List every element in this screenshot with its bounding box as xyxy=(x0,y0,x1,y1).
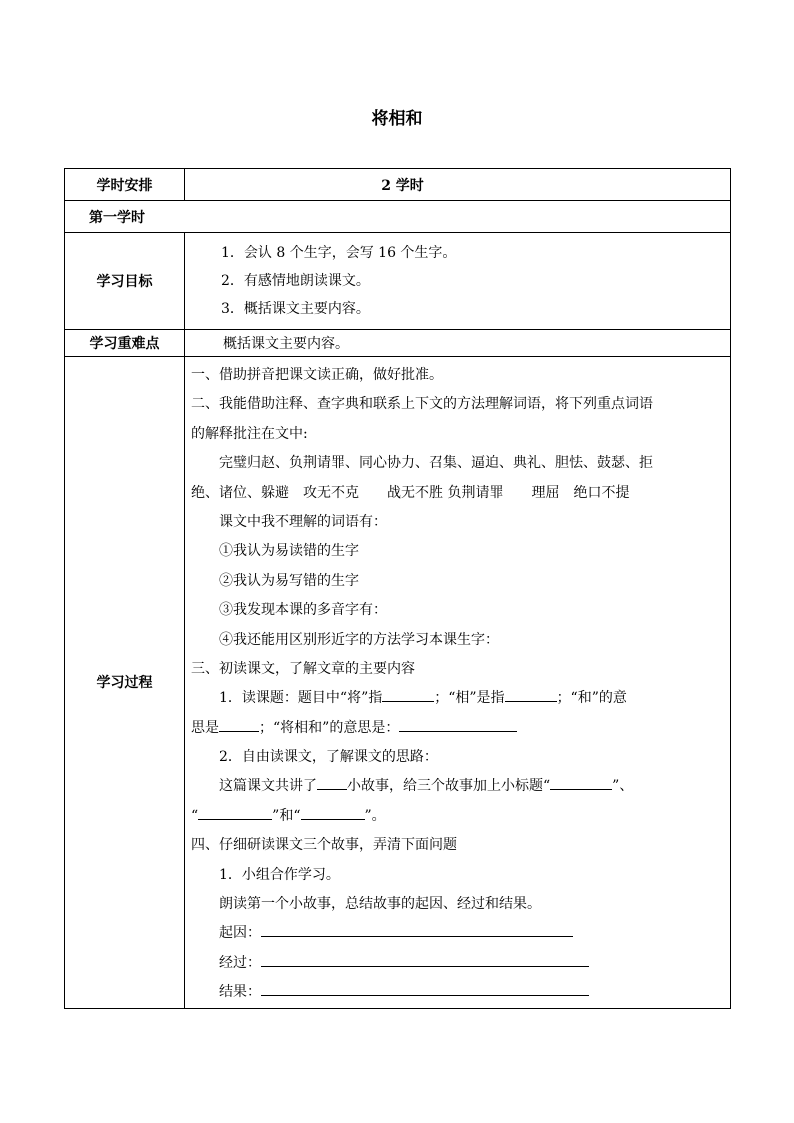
schedule-value: 2 学时 xyxy=(185,169,731,201)
words-line-2: 绝、诸位、躲避 攻无不克 战无不胜 负荆请罪 理屈 绝口不提 xyxy=(191,484,630,501)
free-read: 2．自由读课文，了解课文的思路： xyxy=(219,749,438,766)
answer-blank[interactable] xyxy=(198,803,272,820)
goal-item: 2．有感情地朗读课文。 xyxy=(221,273,370,289)
not-understood-prompt: 课文中我不理解的词语有： xyxy=(219,513,387,530)
read-title-line-1: 1．读课题：题目中“将”指 ；“相”是指 ；“和”的意 xyxy=(191,684,724,713)
step-3: 三、初读课文，了解文章的主要内容 xyxy=(191,660,415,677)
answer-blank[interactable] xyxy=(219,715,259,732)
process-content xyxy=(185,357,731,1009)
group-study: 1．小组合作学习。 xyxy=(219,866,340,883)
step-1: 一、借助拼音把课文读正确，做好批准。 xyxy=(191,367,443,383)
answer-blank[interactable] xyxy=(301,803,365,820)
lesson-plan-table xyxy=(64,168,731,1009)
section-label: 第一学时 xyxy=(65,201,731,233)
stories-line-1: 这篇课文共讲了 小故事，给三个故事加上小标题“ ”、 xyxy=(191,772,724,801)
process-label: 学习过程 xyxy=(65,357,185,1009)
cause-blank[interactable] xyxy=(261,920,573,937)
schedule-row xyxy=(65,169,731,201)
stories-line-2: “ ”和“ ”。 xyxy=(191,802,724,831)
result-blank[interactable] xyxy=(261,979,589,996)
step-2-line-1: 二、我能借助注释、查字典和联系上下文的方法理解词语，将下列重点词语 xyxy=(191,396,653,413)
answer-blank[interactable] xyxy=(505,685,557,702)
course-blank[interactable] xyxy=(261,950,589,967)
goal-item: 1．会认 8 个生字，会写 16 个生字。 xyxy=(221,245,457,261)
cause-line: 起因： xyxy=(191,919,724,948)
result-line: 结果： xyxy=(191,978,724,1007)
process-row xyxy=(65,357,731,1009)
goal-item: 3．概括课文主要内容。 xyxy=(221,301,370,317)
key-points-value: 概括课文主要内容。 xyxy=(185,330,731,357)
answer-blank[interactable] xyxy=(399,715,517,732)
answer-blank[interactable] xyxy=(550,773,612,790)
answer-blank[interactable] xyxy=(317,773,347,790)
key-points-row xyxy=(65,330,731,357)
key-points-label: 学习重难点 xyxy=(65,330,185,357)
course-line: 经过： xyxy=(191,949,724,978)
story-1-task: 朗读第一个小故事，总结故事的起因、经过和结果。 xyxy=(219,896,541,913)
question-3: ③我发现本课的多音字有： xyxy=(219,602,387,619)
read-title-line-2: 思是 ；“将相和”的意思是： xyxy=(191,714,724,743)
words-line-1: 完璧归赵、负荆请罪、同心协力、召集、逼迫、典礼、胆怯、鼓瑟、拒 xyxy=(219,455,653,472)
goals-label: 学习目标 xyxy=(65,233,185,330)
question-2: ②我认为易写错的生字 xyxy=(219,572,359,589)
question-4: ④我还能用区别形近字的方法学习本课生字： xyxy=(219,631,499,648)
goals-content xyxy=(185,233,731,330)
answer-blank[interactable] xyxy=(382,685,434,702)
step-2-line-2: 的解释批注在文中: xyxy=(191,425,308,442)
step-4: 四、仔细研读课文三个故事，弄清下面问题 xyxy=(191,837,457,854)
section-row xyxy=(65,201,731,233)
page-title: 将相和 xyxy=(371,109,423,129)
goals-row xyxy=(65,233,731,330)
question-1: ①我认为易读错的生字 xyxy=(219,543,359,560)
schedule-label: 学时安排 xyxy=(65,169,185,201)
